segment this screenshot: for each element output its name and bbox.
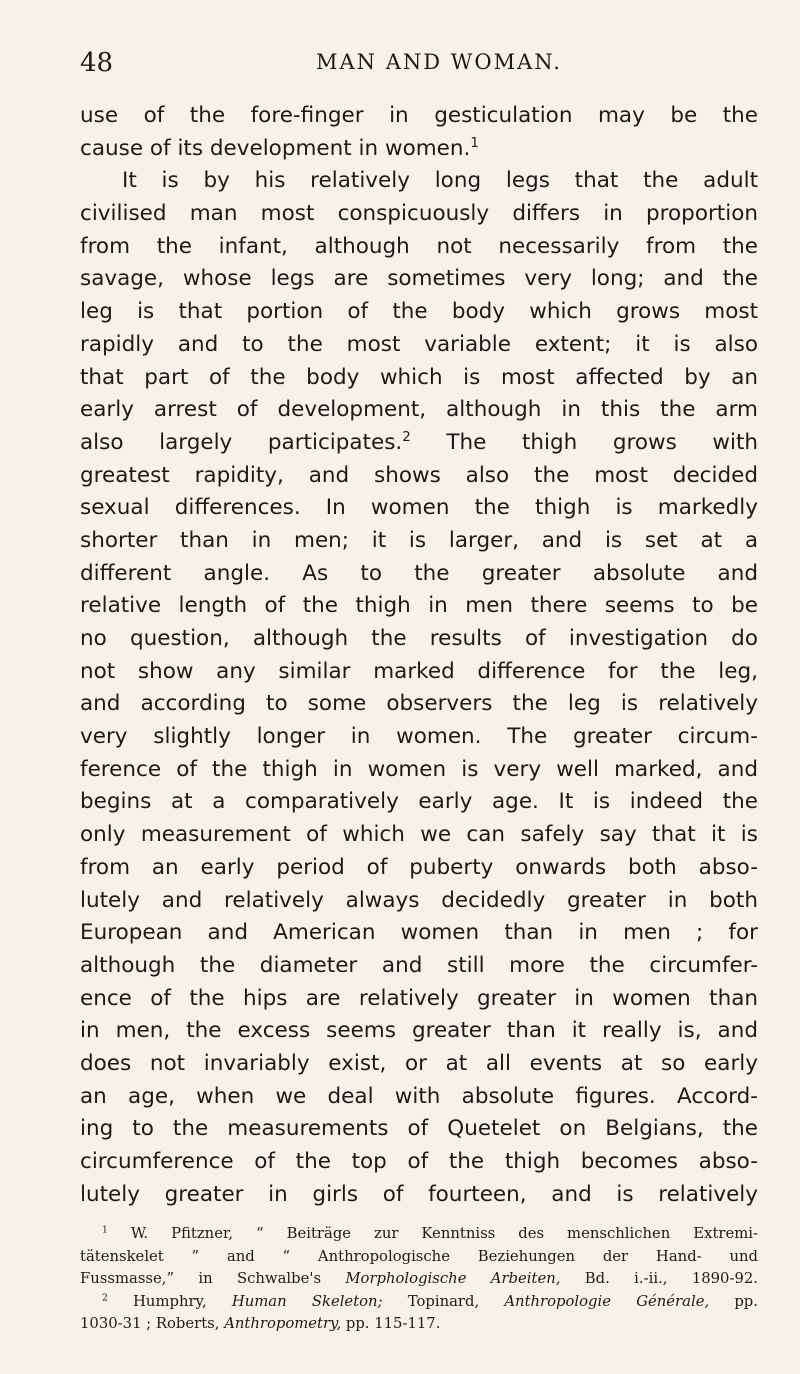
footnote-1: $^1$ W. Pfitzner, “ Beiträge zur Kenntniss des menschlichen Extremi- (102, 1224, 758, 1242)
text-line: an age, when we deal with absolute figures. Accord- (80, 1083, 758, 1109)
text-line: shorter than in men; it is larger, and is set at a (80, 527, 758, 553)
text-line: ence of the hips are relatively greater in women than (80, 985, 758, 1011)
text-line: savage, whose legs are sometimes very long; and the (80, 266, 758, 292)
body-text (80, 100, 758, 1211)
text-line: European and American women than in men ; for (80, 920, 758, 946)
text-line: leg is that portion of the body which grows most (80, 299, 758, 325)
text-line: lutely greater in girls of fourteen, and is relatively (80, 1181, 758, 1207)
text-line: cause of its development in women.$^1$ (80, 135, 479, 161)
text-line: ing to the measurements of Quetelet on Belgians, the (80, 1116, 758, 1142)
text-line: use of the fore-finger in gesticulation may be the (80, 103, 758, 128)
footnote-ref: 2 (402, 429, 411, 445)
footnote-2: $^2$ Humphry, Human Skeleton; Topinard, Anthropologie Générale, pp. (102, 1292, 758, 1310)
text-line: does not invariably exist, or at all events at so early (80, 1050, 758, 1076)
footnotes (80, 1223, 758, 1336)
footnote-1-line: Fussmasse,” in Schwalbe's Morphologische Arbeiten, Bd. i.-ii., 1890-92. (80, 1270, 759, 1287)
text-line: only measurement of which we can safely say that it is (80, 822, 758, 848)
page-header (80, 48, 758, 82)
citation-title: Anthropometry, (224, 1315, 342, 1332)
footnote-marker: 2 (102, 1292, 108, 1303)
citation-title: Human Skeleton; (231, 1292, 383, 1310)
text-line: rapidly and to the most variable extent; it is also (80, 331, 758, 357)
text-line: ference of the thigh in women is very well marked, and (80, 756, 758, 782)
text-line: relative length of the thigh in men there seems to be (80, 593, 758, 619)
text-line: from an early period of puberty onwards both abso- (80, 854, 758, 880)
text-line: begins at a comparatively early age. It is indeed the (80, 789, 758, 815)
footnote-1-line: tätenskelet ” and “ Anthropologische Beziehungen der Hand- und (80, 1247, 758, 1265)
text-line: circumference of the top of the thigh becomes abso- (80, 1149, 758, 1174)
citation-title: Morphologische Arbeiten, (345, 1270, 561, 1287)
text-line: different angle. As to the greater absolute and (80, 560, 758, 586)
text-line: although the diameter and still more the circumfer- (80, 952, 758, 978)
text-line: also largely participates.$^2$ The thigh grows with (80, 429, 759, 455)
text-line: lutely and relatively always decidedly greater in both (80, 887, 758, 913)
citation-title: Anthropologie Générale, (504, 1292, 710, 1310)
footnote-ref: 1 (470, 135, 479, 151)
text-line: and according to some observers the leg is relatively (80, 691, 758, 717)
text-line: not show any similar marked difference for the leg, (80, 658, 758, 684)
text-line: very slightly longer in women. The greater circum- (80, 724, 758, 750)
text-line: civilised man most conspicuously differs in proportion (80, 201, 758, 227)
text-line: from the infant, although not necessarily from the (80, 233, 758, 259)
text-line: no question, although the results of investigation do (80, 626, 758, 651)
page-number: 48 (80, 48, 114, 78)
footnote-marker: 1 (102, 1224, 108, 1236)
text-line: It is by his relatively long legs that the adult (122, 168, 758, 194)
text-line: sexual differences. In women the thigh is markedly (80, 495, 758, 521)
text-line: early arrest of development, although in this the arm (80, 397, 758, 423)
text-line: greatest rapidity, and shows also the most decided (80, 462, 758, 488)
footnote-2-line: 1030-31 ; Roberts, Anthropometry, pp. 115-117. (80, 1315, 441, 1332)
text-line: that part of the body which is most affected by an (80, 364, 758, 390)
running-title: MAN AND WOMAN. (316, 50, 562, 74)
text-line: in men, the excess seems greater than it really is, and (80, 1018, 758, 1044)
